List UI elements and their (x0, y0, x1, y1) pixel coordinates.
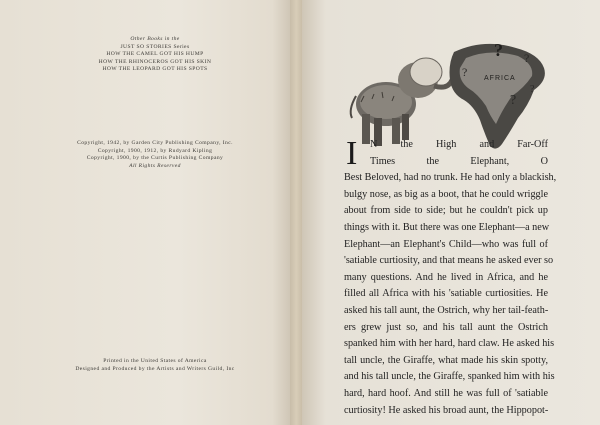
question-mark: ? (524, 51, 530, 65)
story-line: Times the Elephant, O (370, 155, 548, 167)
other-title: HOW THE LEOPARD GOT HIS SPOTS (102, 66, 208, 73)
story-line: many questions. And he lived in Africa, and he (344, 271, 548, 283)
africa-map (450, 40, 545, 149)
question-mark: ? (462, 65, 468, 79)
question-mark: ? (510, 93, 517, 108)
other-title: HOW THE RHINOCEROS GOT HIS SKIN (98, 58, 212, 65)
story-text (344, 137, 557, 419)
other-books-list (60, 36, 250, 74)
story-line: Best Beloved, had no trunk. He had only a blackish, (344, 172, 557, 184)
question-mark: ? (530, 84, 535, 95)
story-line: 'satiable curtiosity, and that means he asked ever so (344, 255, 554, 267)
question-mark: ? (494, 40, 503, 60)
story-line: Elephant—an Elephant's Child—who was full of (344, 238, 548, 250)
printed-credits (60, 358, 250, 373)
printed-line: Printed in the United States of America (103, 358, 207, 364)
other-books-heading: Other Books in the (130, 36, 180, 42)
copyright-line: Copyright, 1900, 1912, by Rudyard Kipling (97, 147, 213, 154)
story-line: curtiosity! He asked his broad aunt, the Hippopot- (344, 404, 549, 416)
story-line: spanked him with her hard, hard claw. He asked his (344, 338, 555, 350)
copyright-line: Copyright, 1900, by the Curtis Publishing Company (86, 155, 224, 162)
copyright-block (60, 140, 250, 170)
map-label: AFRICA (484, 75, 516, 82)
story-line: tall uncle, the Giraffe, what made his skin spotty, (344, 354, 548, 366)
story-line: N the High and Far-Off (370, 139, 548, 150)
story-line: bulgy nose, as big as a boot, that he could wriggle (344, 188, 548, 200)
story-line: things with it. But there was one Elephant—a new (344, 221, 550, 233)
story-line: hard, hard hoof. And still he was full of 'satiable (344, 387, 548, 399)
other-title: HOW THE CAMEL GOT HIS HUMP (106, 51, 204, 58)
story-line: about from side to side; but he couldn't pick up (344, 205, 548, 217)
copyright-line: Copyright, 1942, by Garden City Publishing Company, Inc. (77, 140, 233, 146)
drop-cap: I (346, 135, 358, 172)
printed-line: Designed and Produced by the Artists and Writers Guild, Inc (75, 365, 235, 372)
story-line: ers grew just so, and his tall aunt the Ostrich (344, 321, 548, 333)
story-line: and his tall uncle, the Giraffe, spanked him with his (344, 371, 555, 383)
rights-reserved: All Rights Reserved (129, 162, 181, 169)
elephant-figure (351, 58, 452, 146)
story-line: filled all Africa with his 'satiable curtiosities. He (344, 288, 548, 300)
story-line: asked his tall aunt, the Ostrich, why her tail-feath- (344, 304, 549, 316)
series-line: JUST SO STORIES Series (120, 43, 190, 50)
